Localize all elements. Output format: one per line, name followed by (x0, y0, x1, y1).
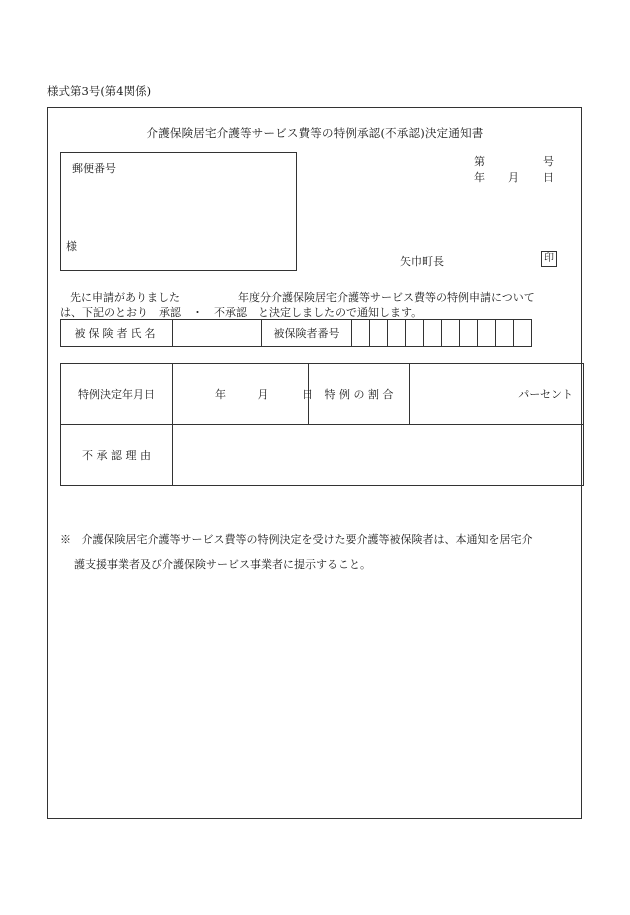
special-ratio-field[interactable] (410, 364, 584, 425)
addressee-honorific: 様 (66, 240, 77, 253)
rejection-reason-field[interactable] (173, 425, 584, 486)
issue-day-label: 日 (543, 171, 554, 184)
note-mark: ※ (60, 533, 71, 546)
body-text-line2: は、下記のとおり 承認 ・ 不承認 と決定しましたので通知します。 (60, 306, 423, 319)
insured-number-label: 被保険者番号 (262, 320, 352, 347)
insured-number-digit[interactable] (514, 320, 532, 347)
note-text-line1: 介護保険居宅介護等サービス費等の特例決定を受けた要介護等被保険者は、本通知を居宅介 (81, 533, 533, 546)
document-title: 介護保険居宅介護等サービス費等の特例承認(不承認)決定通知書 (146, 126, 484, 140)
insured-name-field[interactable] (173, 320, 262, 347)
rejection-reason-label: 不 承 認 理 由 (61, 425, 173, 486)
decision-month-label: 月 (257, 388, 269, 401)
seal-mark: 印 (541, 251, 557, 267)
decision-day-label: 日 (302, 388, 313, 401)
doc-number-suffix: 号 (543, 155, 554, 168)
insured-number-digit[interactable] (352, 320, 370, 347)
issuer-mayor: 矢巾町長 (400, 255, 444, 268)
insured-name-label: 被保険者氏名 (61, 320, 173, 347)
decision-table (60, 363, 584, 486)
decision-date-field[interactable] (173, 364, 313, 425)
insured-number-digit[interactable] (388, 320, 406, 347)
insured-number-digit[interactable] (496, 320, 514, 347)
postal-code-label: 郵便番号 (72, 162, 116, 175)
percent-unit: パーセント (518, 388, 573, 401)
note-line1 (60, 531, 533, 547)
insured-number-digit[interactable] (460, 320, 478, 347)
insured-number-digit[interactable] (478, 320, 496, 347)
issue-year-label: 年 (474, 171, 485, 184)
body-text-line1-start: 先に申請がありました (70, 291, 180, 304)
note-line2: 護支援事業者及び介護保険サービス事業者に提示すること。 (74, 558, 371, 571)
special-ratio-label: 特 例 の 割 合 (309, 364, 410, 425)
insured-number-digit[interactable] (424, 320, 442, 347)
insured-number-digit[interactable] (406, 320, 424, 347)
decision-date-label: 特例決定年月日 (61, 364, 173, 425)
decision-year-label: 年 (215, 388, 226, 401)
issue-month-label: 月 (508, 171, 519, 184)
doc-number-prefix: 第 (474, 155, 485, 168)
insured-number-digit[interactable] (442, 320, 460, 347)
body-text-line1-end: 年度分介護保険居宅介護等サービス費等の特例申請について (238, 291, 535, 304)
form-number: 様式第3号(第4関係) (47, 84, 152, 98)
insured-person-table (60, 319, 532, 347)
insured-number-digit[interactable] (370, 320, 388, 347)
